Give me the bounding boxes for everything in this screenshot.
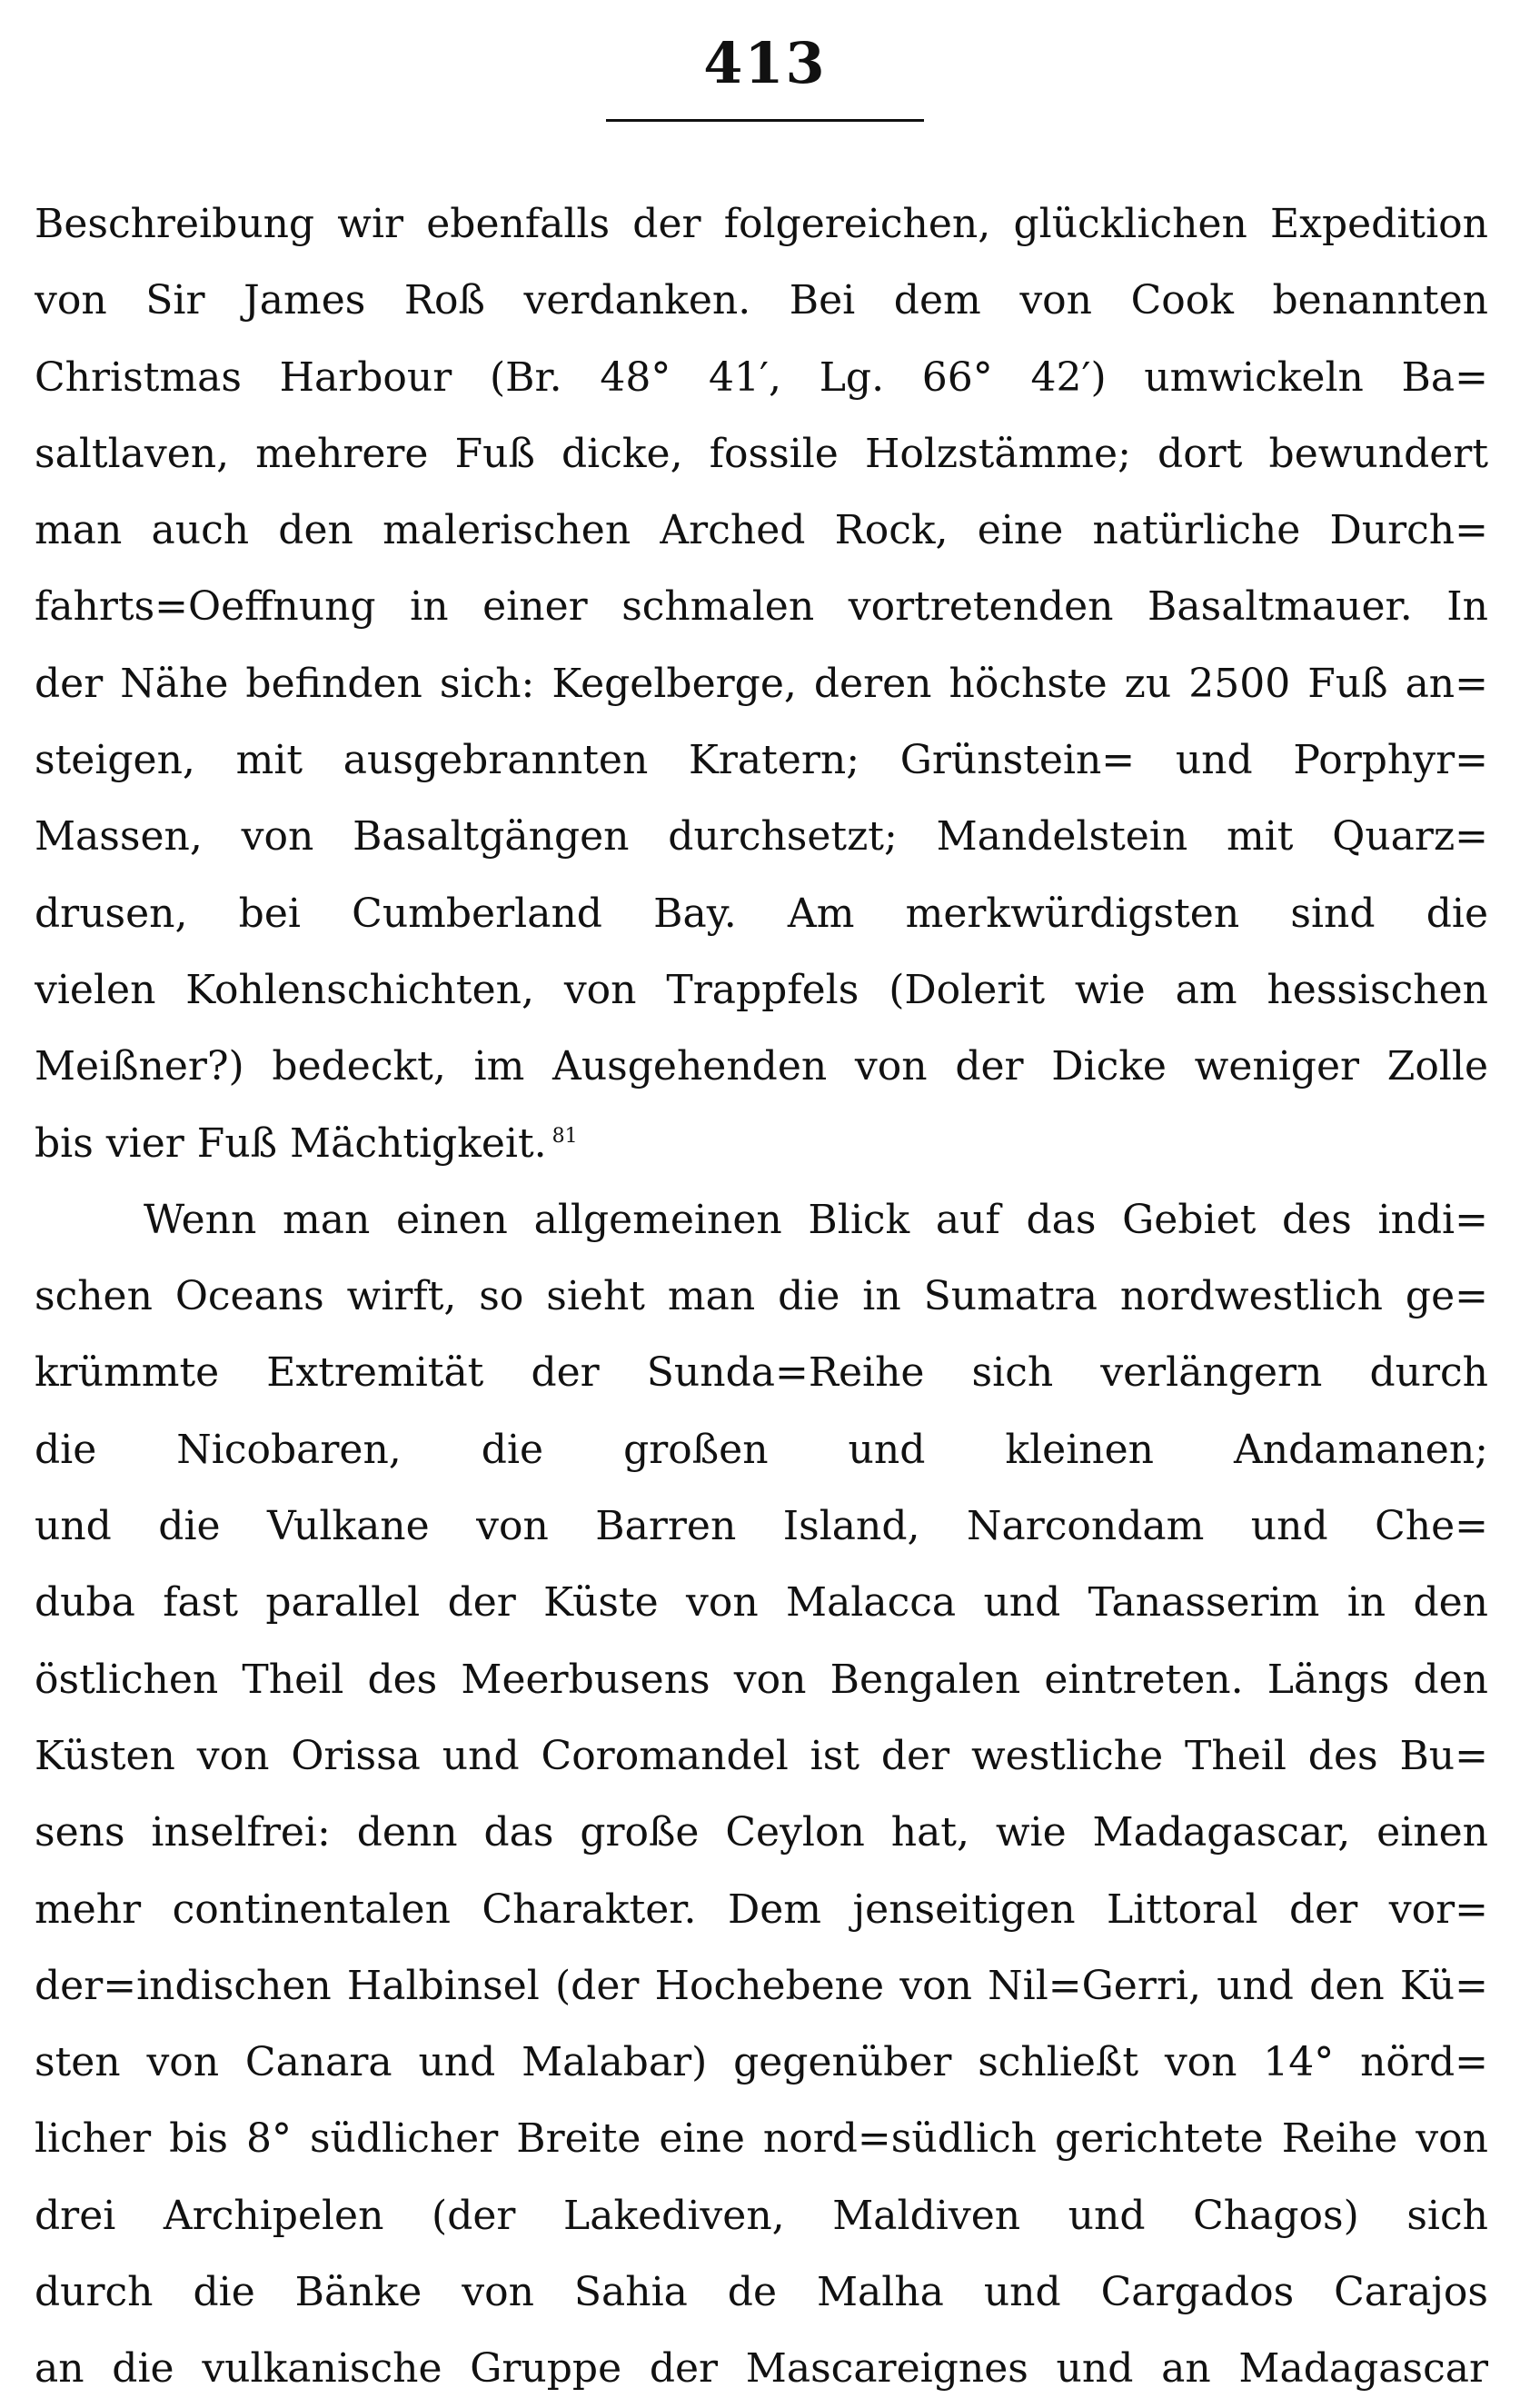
- text-line: Christmas Harbour (Br. 48° 41′, Lg. 66° 42′) umwickeln Ba=: [35, 353, 1488, 401]
- text-line: von Sir James Roß verdanken. Bei dem von Cook benannten: [35, 277, 1488, 324]
- text-line: der=indischen Halbinsel (der Hochebene von Nil=Gerri, und den Kü=: [35, 1962, 1488, 2009]
- text-line: duba fast parallel der Küste von Malacca und Tanasserim in den: [35, 1579, 1488, 1627]
- text-line: steigen, mit ausgebrannten Kratern; Grünstein= und Porphyr=: [35, 737, 1488, 784]
- text-line: durch die Bänke von Sahia de Malha und Cargados Carajos: [35, 2269, 1488, 2316]
- text-line: Meißner?) bedeckt, im Ausgehenden von der Dicke weniger Zolle: [35, 1043, 1488, 1090]
- text-line-content: bis vier Fuß Mächtigkeit.: [35, 1119, 547, 1167]
- header-rule: [606, 119, 924, 122]
- footnote-marker: 81: [551, 1124, 578, 1148]
- text-line: Beschreibung wir ebenfalls der folgereichen, glücklichen Expedition: [35, 201, 1488, 247]
- text-line: sten von Canara und Malabar) gegenüber schließt von 14° nörd=: [35, 2039, 1488, 2086]
- text-line: drei Archipelen (der Lakediven, Maldiven und Chagos) sich: [35, 2192, 1488, 2239]
- text-line: mehr continentalen Charakter. Dem jenseitigen Littoral der vor=: [35, 1886, 1488, 1933]
- text-line: Massen, von Basaltgängen durchsetzt; Mandelstein mit Quarz=: [35, 813, 1488, 861]
- text-line: an die vulkanische Gruppe der Mascareignes und an Madagascar: [35, 2345, 1488, 2393]
- text-line: man auch den malerischen Arched Rock, eine natürliche Durch=: [35, 507, 1488, 554]
- paragraph-end-line: [35, 1106, 1488, 1182]
- body-text: [35, 186, 1488, 2408]
- text-line: licher bis 8° südlicher Breite eine nord=südlich gerichtete Reihe von: [35, 2115, 1488, 2163]
- text-line: sens inselfrei: denn das große Ceylon hat, wie Madagascar, einen: [35, 1809, 1488, 1856]
- text-line: östlichen Theil des Meerbusens von Bengalen eintreten. Längs den: [35, 1656, 1488, 1703]
- text-line: drusen, bei Cumberland Bay. Am merkwürdigsten sind die: [35, 890, 1488, 937]
- text-line: der Nähe befinden sich: Kegelberge, deren höchste zu 2500 Fuß an=: [35, 660, 1488, 707]
- text-line: fahrts=Oeffnung in einer schmalen vortretenden Basaltmauer. In: [35, 583, 1488, 631]
- text-line: saltlaven, mehrere Fuß dicke, fossile Holzstämme; dort bewundert: [35, 430, 1488, 477]
- text-line: schen Oceans wirft, so sieht man die in Sumatra nordwestlich ge=: [35, 1273, 1488, 1320]
- text-line: und die Vulkane von Barren Island, Narcondam und Che=: [35, 1503, 1488, 1550]
- text-line: krümmte Extremität der Sunda=Reihe sich verlängern durch: [35, 1349, 1488, 1397]
- text-line: die Nicobaren, die großen und kleinen Andamanen;: [35, 1426, 1488, 1473]
- paragraph-start-line: Wenn man einen allgemeinen Blick auf das Gebiet des indi=: [144, 1196, 1488, 1243]
- text-line: vielen Kohlenschichten, von Trappfels (Dolerit wie am hessischen: [35, 966, 1488, 1013]
- text-line: Küsten von Orissa und Coromandel ist der westliche Theil des Bu=: [35, 1732, 1488, 1779]
- page-number: 413: [703, 30, 827, 96]
